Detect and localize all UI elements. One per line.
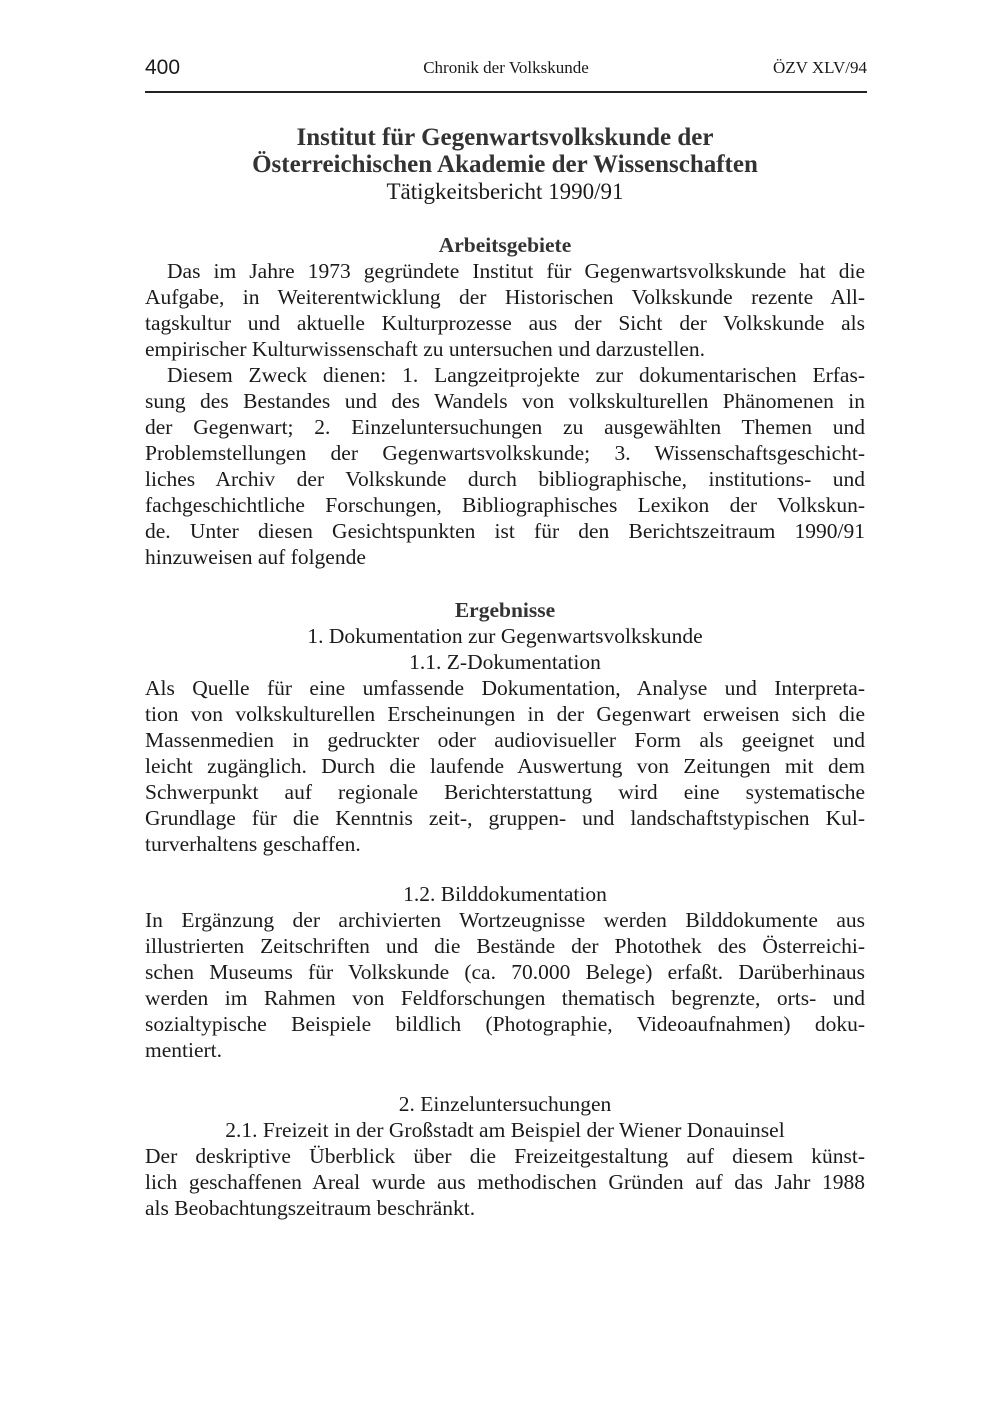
title-line-1: Institut für Gegenwartsvolkskunde der	[296, 124, 714, 151]
text-line: Diesem Zweck dienen: 1. Langzeitprojekte zur dokumentarischen Erfas-	[167, 363, 865, 387]
text-line: turverhaltens geschaffen.	[145, 832, 361, 856]
paragraph	[145, 675, 865, 857]
text-line: In Ergänzung der archivierten Wortzeugnisse werden Bilddokumente aus	[145, 908, 865, 932]
subheading: 1.2. Bilddokumentation	[403, 882, 607, 906]
text-line: Als Quelle für eine umfassende Dokumentation, Analyse und Interpreta-	[145, 676, 865, 700]
journal-issue: ÖZV XLV/94	[773, 58, 867, 77]
text-line: mentiert.	[145, 1038, 223, 1062]
paragraph	[145, 1143, 865, 1221]
text-line: liches Archiv der Volkskunde durch bibliographische, institutions- und	[145, 467, 865, 491]
page-number: 400	[145, 56, 181, 79]
text-line: der Gegenwart; 2. Einzeluntersuchungen zu ausgewählten Themen und	[145, 415, 865, 439]
text-line: sozialtypische Beispiele bildlich (Photographie, Videoaufnahmen) doku-	[145, 1012, 865, 1036]
text-line: Problemstellungen der Gegenwartsvolkskunde; 3. Wissenschaftsgeschicht-	[145, 441, 865, 465]
subheading: 1.1. Z-Dokumentation	[409, 650, 601, 674]
text-line: Der deskriptive Überblick über die Freizeitgestaltung auf diesem künst-	[145, 1144, 865, 1168]
paragraph	[145, 258, 865, 362]
text-line: sung des Bestandes und des Wandels von volkskulturellen Phänomenen in	[145, 389, 865, 413]
subheading: 2. Einzeluntersuchungen	[398, 1092, 612, 1116]
text-line: Massenmedien in gedruckter oder audiovisueller Form als geeignet und	[145, 728, 865, 752]
running-title: Chronik der Volkskunde	[423, 58, 589, 77]
section-ergebnisse	[145, 597, 865, 1221]
text-line: fachgeschichtliche Forschungen, Bibliographisches Lexikon der Volkskun-	[145, 493, 865, 517]
section-arbeitsgebiete	[145, 232, 865, 570]
section-heading: Ergebnisse	[454, 598, 556, 622]
text-line: lich geschaffenen Areal wurde aus methodischen Gründen auf das Jahr 1988	[145, 1170, 865, 1194]
title-line-2: Österreichischen Akademie der Wissenschaften	[252, 151, 758, 178]
text-line: empirischer Kulturwissenschaft zu untersuchen und darzustellen.	[145, 337, 706, 361]
text-line: schen Museums für Volkskunde (ca. 70.000 Belege) erfaßt. Darüberhinaus	[145, 960, 865, 984]
header-rule	[145, 91, 867, 93]
running-header	[145, 56, 867, 86]
paragraph	[145, 362, 865, 570]
text-line: Schwerpunkt auf regionale Berichterstattung wird eine systematische	[145, 780, 865, 804]
text-line: hinzuweisen auf folgende	[145, 545, 366, 569]
text-line: tagskultur und aktuelle Kulturprozesse aus der Sicht der Volkskunde als	[145, 311, 865, 335]
text-line: werden im Rahmen von Feldforschungen thematisch begrenzte, orts- und	[145, 986, 865, 1010]
document-title	[145, 124, 865, 206]
subheading: 2.1. Freizeit in der Großstadt am Beispiel der Wiener Donauinsel	[225, 1118, 785, 1142]
text-line: als Beobachtungszeitraum beschränkt.	[145, 1196, 476, 1220]
text-line: Das im Jahre 1973 gegründete Institut für Gegenwartsvolkskunde hat die	[167, 259, 865, 283]
text-line: de. Unter diesen Gesichtspunkten ist für den Berichtszeitraum 1990/91	[145, 519, 865, 543]
text-line: illustrierten Zeitschriften und die Bestände der Photothek des Österreichi-	[145, 934, 865, 958]
subtitle: Tätigkeitsbericht 1990/91	[386, 179, 624, 204]
text-line: tion von volkskulturellen Erscheinungen in der Gegenwart erweisen sich die	[145, 702, 865, 726]
text-line: Aufgabe, in Weiterentwicklung der Historischen Volkskunde rezente All-	[145, 285, 865, 309]
paragraph	[145, 907, 865, 1063]
subheading: 1. Dokumentation zur Gegenwartsvolkskunde	[307, 624, 703, 648]
section-heading: Arbeitsgebiete	[438, 233, 572, 257]
text-line: Grundlage für die Kenntnis zeit-, gruppen- und landschaftstypischen Kul-	[145, 806, 865, 830]
text-line: leicht zugänglich. Durch die laufende Auswertung von Zeitungen mit dem	[145, 754, 865, 778]
